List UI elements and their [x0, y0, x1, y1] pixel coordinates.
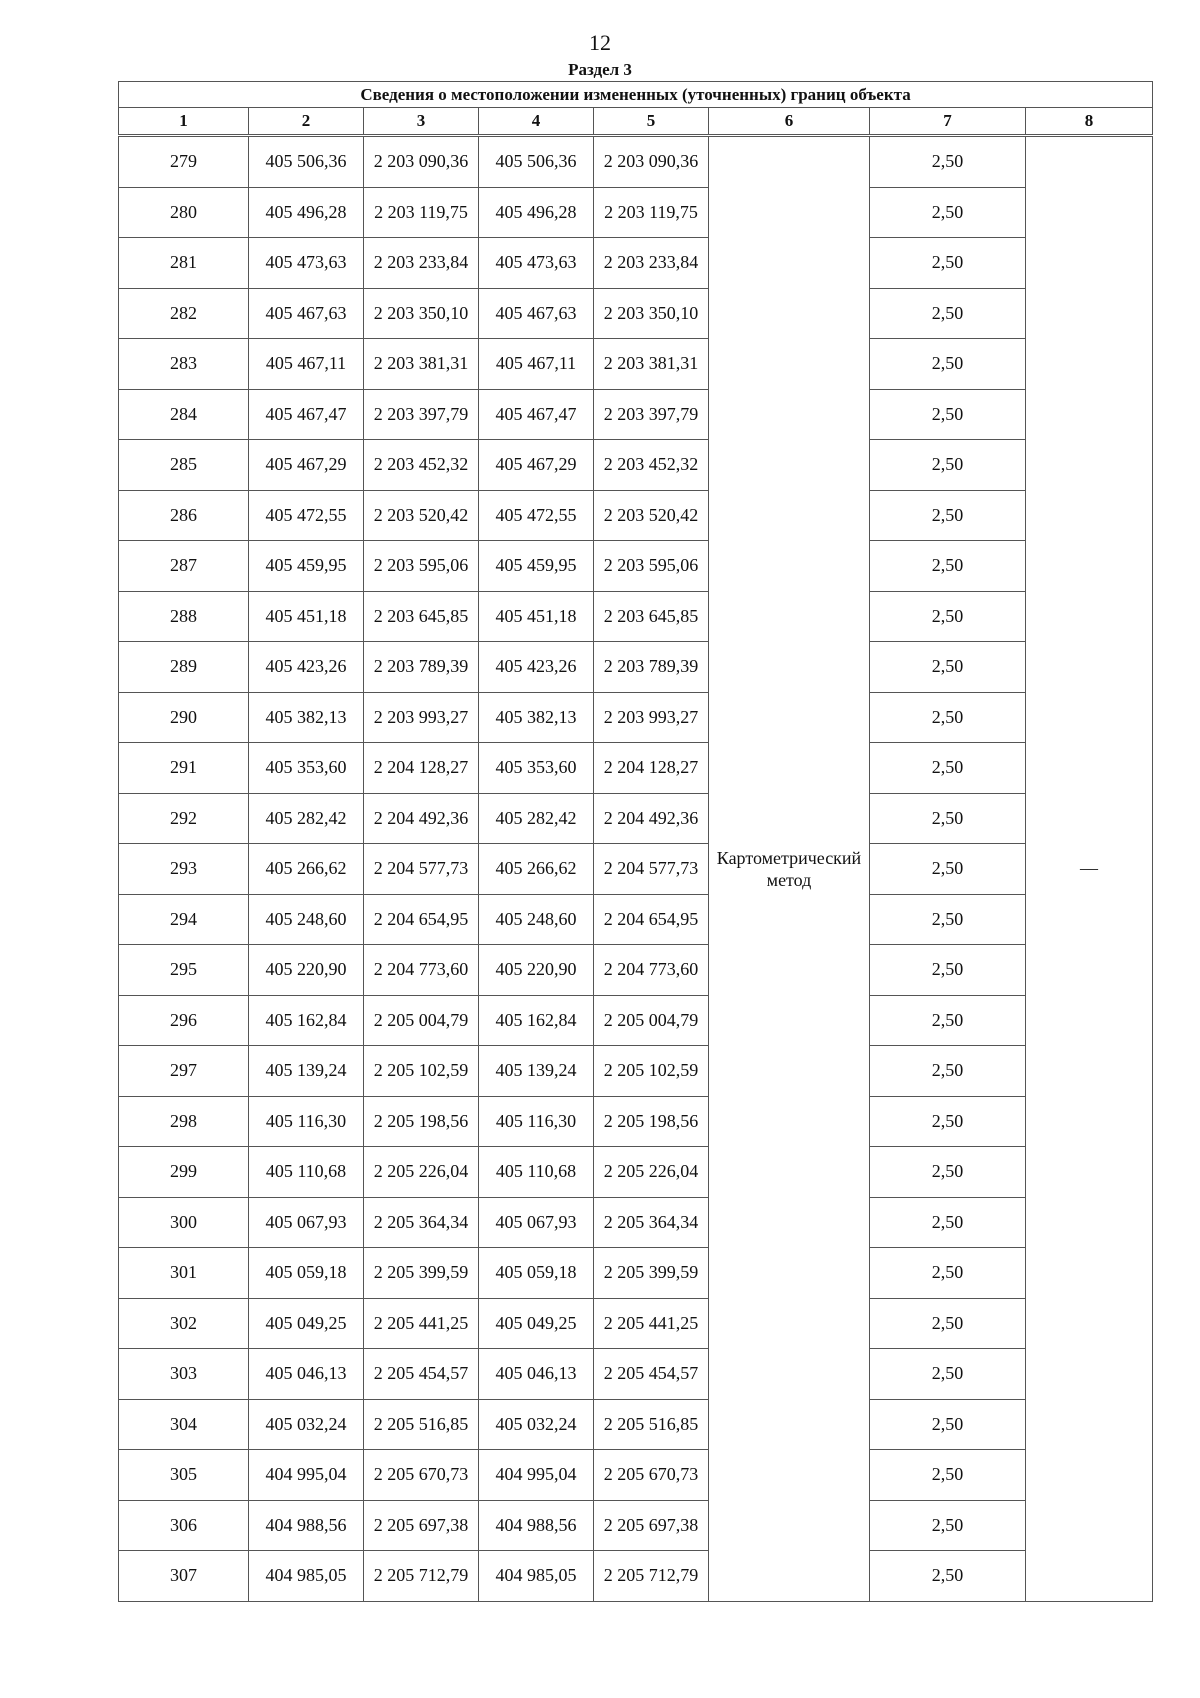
y-new-cell: 2 205 441,25	[594, 1298, 709, 1349]
y-existing-cell: 2 203 381,31	[364, 339, 479, 390]
x-existing-cell: 405 353,60	[249, 743, 364, 794]
precision-cell: 2,50	[870, 692, 1026, 743]
x-new-cell: 405 110,68	[479, 1147, 594, 1198]
y-new-cell: 2 205 226,04	[594, 1147, 709, 1198]
precision-cell: 2,50	[870, 1046, 1026, 1097]
x-existing-cell: 405 220,90	[249, 945, 364, 996]
point-number-cell: 301	[119, 1248, 249, 1299]
column-number: 6	[709, 108, 870, 136]
x-new-cell: 405 451,18	[479, 591, 594, 642]
x-existing-cell: 405 472,55	[249, 490, 364, 541]
x-existing-cell: 405 046,13	[249, 1349, 364, 1400]
point-number-cell: 290	[119, 692, 249, 743]
precision-cell: 2,50	[870, 440, 1026, 491]
table-row	[119, 541, 1153, 592]
table-row	[119, 1399, 1153, 1450]
y-new-cell: 2 204 773,60	[594, 945, 709, 996]
y-new-cell: 2 205 516,85	[594, 1399, 709, 1450]
precision-cell: 2,50	[870, 844, 1026, 895]
y-existing-cell: 2 203 452,32	[364, 440, 479, 491]
y-new-cell: 2 203 119,75	[594, 187, 709, 238]
point-number-cell: 299	[119, 1147, 249, 1198]
table-row	[119, 238, 1153, 289]
x-new-cell: 404 988,56	[479, 1500, 594, 1551]
precision-cell: 2,50	[870, 1248, 1026, 1299]
x-new-cell: 404 995,04	[479, 1450, 594, 1501]
x-new-cell: 405 423,26	[479, 642, 594, 693]
x-existing-cell: 404 995,04	[249, 1450, 364, 1501]
point-number-cell: 305	[119, 1450, 249, 1501]
section-title: Раздел 3	[568, 60, 632, 79]
y-new-cell: 2 203 397,79	[594, 389, 709, 440]
y-new-cell: 2 205 697,38	[594, 1500, 709, 1551]
column-number: 4	[479, 108, 594, 136]
precision-cell: 2,50	[870, 793, 1026, 844]
y-existing-cell: 2 203 397,79	[364, 389, 479, 440]
x-existing-cell: 405 282,42	[249, 793, 364, 844]
x-new-cell: 405 467,47	[479, 389, 594, 440]
precision-cell: 2,50	[870, 1551, 1026, 1602]
y-existing-cell: 2 205 697,38	[364, 1500, 479, 1551]
table-row	[119, 894, 1153, 945]
precision-cell: 2,50	[870, 339, 1026, 390]
y-existing-cell: 2 204 577,73	[364, 844, 479, 895]
point-number-cell: 282	[119, 288, 249, 339]
y-new-cell: 2 204 128,27	[594, 743, 709, 794]
precision-cell: 2,50	[870, 389, 1026, 440]
point-number-cell: 303	[119, 1349, 249, 1400]
method-cell: Картометрический метод	[709, 136, 870, 1602]
x-existing-cell: 405 110,68	[249, 1147, 364, 1198]
point-number-cell: 298	[119, 1096, 249, 1147]
point-number-cell: 293	[119, 844, 249, 895]
x-new-cell: 405 059,18	[479, 1248, 594, 1299]
x-new-cell: 405 472,55	[479, 490, 594, 541]
table-caption-row	[119, 82, 1153, 108]
y-existing-cell: 2 203 233,84	[364, 238, 479, 289]
table-row	[119, 288, 1153, 339]
y-existing-cell: 2 204 773,60	[364, 945, 479, 996]
column-number: 8	[1026, 108, 1153, 136]
y-existing-cell: 2 203 090,36	[364, 136, 479, 188]
x-new-cell: 405 353,60	[479, 743, 594, 794]
precision-cell: 2,50	[870, 894, 1026, 945]
x-new-cell: 405 139,24	[479, 1046, 594, 1097]
table-row	[119, 187, 1153, 238]
x-new-cell: 405 162,84	[479, 995, 594, 1046]
x-new-cell: 405 046,13	[479, 1349, 594, 1400]
y-new-cell: 2 205 364,34	[594, 1197, 709, 1248]
x-existing-cell: 405 467,63	[249, 288, 364, 339]
table-row	[119, 1096, 1153, 1147]
table-row	[119, 692, 1153, 743]
y-new-cell: 2 205 670,73	[594, 1450, 709, 1501]
table-row	[119, 1551, 1153, 1602]
coordinates-table	[118, 81, 1153, 1602]
table-row	[119, 1248, 1153, 1299]
y-new-cell: 2 204 492,36	[594, 793, 709, 844]
y-existing-cell: 2 205 454,57	[364, 1349, 479, 1400]
column-number-row	[119, 108, 1153, 136]
table-row	[119, 1450, 1153, 1501]
y-new-cell: 2 203 520,42	[594, 490, 709, 541]
precision-cell: 2,50	[870, 1298, 1026, 1349]
y-existing-cell: 2 205 399,59	[364, 1248, 479, 1299]
precision-cell: 2,50	[870, 187, 1026, 238]
precision-cell: 2,50	[870, 1399, 1026, 1450]
table-row	[119, 1046, 1153, 1097]
precision-cell: 2,50	[870, 743, 1026, 794]
point-number-cell: 295	[119, 945, 249, 996]
point-number-cell: 279	[119, 136, 249, 188]
x-new-cell: 405 266,62	[479, 844, 594, 895]
y-new-cell: 2 203 350,10	[594, 288, 709, 339]
y-new-cell: 2 205 102,59	[594, 1046, 709, 1097]
y-new-cell: 2 203 090,36	[594, 136, 709, 188]
x-existing-cell: 405 059,18	[249, 1248, 364, 1299]
y-existing-cell: 2 205 102,59	[364, 1046, 479, 1097]
x-existing-cell: 405 451,18	[249, 591, 364, 642]
y-existing-cell: 2 205 364,34	[364, 1197, 479, 1248]
y-existing-cell: 2 205 516,85	[364, 1399, 479, 1450]
y-existing-cell: 2 203 595,06	[364, 541, 479, 592]
x-existing-cell: 405 067,93	[249, 1197, 364, 1248]
table-row	[119, 642, 1153, 693]
x-new-cell: 405 506,36	[479, 136, 594, 188]
point-number-cell: 289	[119, 642, 249, 693]
x-new-cell: 405 032,24	[479, 1399, 594, 1450]
y-existing-cell: 2 204 128,27	[364, 743, 479, 794]
column-number: 2	[249, 108, 364, 136]
precision-cell: 2,50	[870, 288, 1026, 339]
table-body	[119, 136, 1153, 1602]
x-new-cell: 405 382,13	[479, 692, 594, 743]
y-existing-cell: 2 205 004,79	[364, 995, 479, 1046]
point-number-cell: 284	[119, 389, 249, 440]
point-number-cell: 281	[119, 238, 249, 289]
y-existing-cell: 2 203 645,85	[364, 591, 479, 642]
y-new-cell: 2 203 452,32	[594, 440, 709, 491]
x-existing-cell: 405 032,24	[249, 1399, 364, 1450]
y-existing-cell: 2 203 520,42	[364, 490, 479, 541]
page-number: 12	[589, 30, 611, 55]
x-new-cell: 405 459,95	[479, 541, 594, 592]
precision-cell: 2,50	[870, 1450, 1026, 1501]
y-new-cell: 2 204 654,95	[594, 894, 709, 945]
x-new-cell: 404 985,05	[479, 1551, 594, 1602]
y-existing-cell: 2 204 654,95	[364, 894, 479, 945]
table-row	[119, 945, 1153, 996]
point-number-cell: 285	[119, 440, 249, 491]
x-new-cell: 405 248,60	[479, 894, 594, 945]
y-existing-cell: 2 203 119,75	[364, 187, 479, 238]
y-existing-cell: 2 205 712,79	[364, 1551, 479, 1602]
x-existing-cell: 405 467,11	[249, 339, 364, 390]
x-existing-cell: 405 473,63	[249, 238, 364, 289]
note-cell: —	[1026, 136, 1153, 1602]
y-new-cell: 2 205 198,56	[594, 1096, 709, 1147]
y-existing-cell: 2 205 226,04	[364, 1147, 479, 1198]
point-number-cell: 283	[119, 339, 249, 390]
point-number-cell: 304	[119, 1399, 249, 1450]
point-number-cell: 288	[119, 591, 249, 642]
table-row	[119, 339, 1153, 390]
y-existing-cell: 2 203 789,39	[364, 642, 479, 693]
y-new-cell: 2 204 577,73	[594, 844, 709, 895]
precision-cell: 2,50	[870, 1197, 1026, 1248]
precision-cell: 2,50	[870, 1349, 1026, 1400]
point-number-cell: 286	[119, 490, 249, 541]
x-existing-cell: 405 049,25	[249, 1298, 364, 1349]
x-existing-cell: 405 116,30	[249, 1096, 364, 1147]
x-existing-cell: 405 496,28	[249, 187, 364, 238]
x-new-cell: 405 467,11	[479, 339, 594, 390]
y-new-cell: 2 203 789,39	[594, 642, 709, 693]
point-number-cell: 291	[119, 743, 249, 794]
table-row	[119, 1197, 1153, 1248]
y-new-cell: 2 205 712,79	[594, 1551, 709, 1602]
table-row	[119, 1298, 1153, 1349]
table-row	[119, 1147, 1153, 1198]
column-number: 3	[364, 108, 479, 136]
x-existing-cell: 404 988,56	[249, 1500, 364, 1551]
y-existing-cell: 2 205 441,25	[364, 1298, 479, 1349]
x-new-cell: 405 282,42	[479, 793, 594, 844]
x-existing-cell: 405 506,36	[249, 136, 364, 188]
table-caption: Сведения о местоположении измененных (уточненных) границ объекта	[119, 82, 1153, 108]
y-new-cell: 2 203 233,84	[594, 238, 709, 289]
point-number-cell: 294	[119, 894, 249, 945]
precision-cell: 2,50	[870, 945, 1026, 996]
x-existing-cell: 405 162,84	[249, 995, 364, 1046]
table-row	[119, 844, 1153, 895]
x-new-cell: 405 496,28	[479, 187, 594, 238]
precision-cell: 2,50	[870, 591, 1026, 642]
point-number-cell: 297	[119, 1046, 249, 1097]
x-new-cell: 405 067,93	[479, 1197, 594, 1248]
table-row	[119, 440, 1153, 491]
x-existing-cell: 405 467,29	[249, 440, 364, 491]
table-row	[119, 591, 1153, 642]
precision-cell: 2,50	[870, 1500, 1026, 1551]
point-number-cell: 292	[119, 793, 249, 844]
x-new-cell: 405 473,63	[479, 238, 594, 289]
y-existing-cell: 2 203 350,10	[364, 288, 479, 339]
x-existing-cell: 405 423,26	[249, 642, 364, 693]
precision-cell: 2,50	[870, 1096, 1026, 1147]
column-number: 5	[594, 108, 709, 136]
table-row	[119, 490, 1153, 541]
y-existing-cell: 2 203 993,27	[364, 692, 479, 743]
table-row	[119, 743, 1153, 794]
table-row	[119, 793, 1153, 844]
point-number-cell: 280	[119, 187, 249, 238]
table-row	[119, 389, 1153, 440]
point-number-cell: 287	[119, 541, 249, 592]
y-new-cell: 2 205 004,79	[594, 995, 709, 1046]
point-number-cell: 300	[119, 1197, 249, 1248]
y-new-cell: 2 203 381,31	[594, 339, 709, 390]
x-existing-cell: 405 467,47	[249, 389, 364, 440]
precision-cell: 2,50	[870, 238, 1026, 289]
y-new-cell: 2 205 454,57	[594, 1349, 709, 1400]
precision-cell: 2,50	[870, 490, 1026, 541]
x-new-cell: 405 467,63	[479, 288, 594, 339]
column-number: 1	[119, 108, 249, 136]
table-row	[119, 136, 1153, 188]
table-row	[119, 995, 1153, 1046]
table-row	[119, 1500, 1153, 1551]
point-number-cell: 307	[119, 1551, 249, 1602]
y-new-cell: 2 203 645,85	[594, 591, 709, 642]
x-new-cell: 405 467,29	[479, 440, 594, 491]
y-new-cell: 2 205 399,59	[594, 1248, 709, 1299]
y-new-cell: 2 203 595,06	[594, 541, 709, 592]
precision-cell: 2,50	[870, 541, 1026, 592]
point-number-cell: 296	[119, 995, 249, 1046]
point-number-cell: 306	[119, 1500, 249, 1551]
column-number: 7	[870, 108, 1026, 136]
y-existing-cell: 2 205 670,73	[364, 1450, 479, 1501]
point-number-cell: 302	[119, 1298, 249, 1349]
x-existing-cell: 405 382,13	[249, 692, 364, 743]
precision-cell: 2,50	[870, 642, 1026, 693]
x-new-cell: 405 220,90	[479, 945, 594, 996]
x-existing-cell: 405 248,60	[249, 894, 364, 945]
y-new-cell: 2 203 993,27	[594, 692, 709, 743]
precision-cell: 2,50	[870, 1147, 1026, 1198]
x-existing-cell: 405 139,24	[249, 1046, 364, 1097]
precision-cell: 2,50	[870, 995, 1026, 1046]
x-existing-cell: 404 985,05	[249, 1551, 364, 1602]
precision-cell: 2,50	[870, 136, 1026, 188]
x-existing-cell: 405 459,95	[249, 541, 364, 592]
x-new-cell: 405 049,25	[479, 1298, 594, 1349]
table-row	[119, 1349, 1153, 1400]
x-new-cell: 405 116,30	[479, 1096, 594, 1147]
x-existing-cell: 405 266,62	[249, 844, 364, 895]
y-existing-cell: 2 204 492,36	[364, 793, 479, 844]
y-existing-cell: 2 205 198,56	[364, 1096, 479, 1147]
